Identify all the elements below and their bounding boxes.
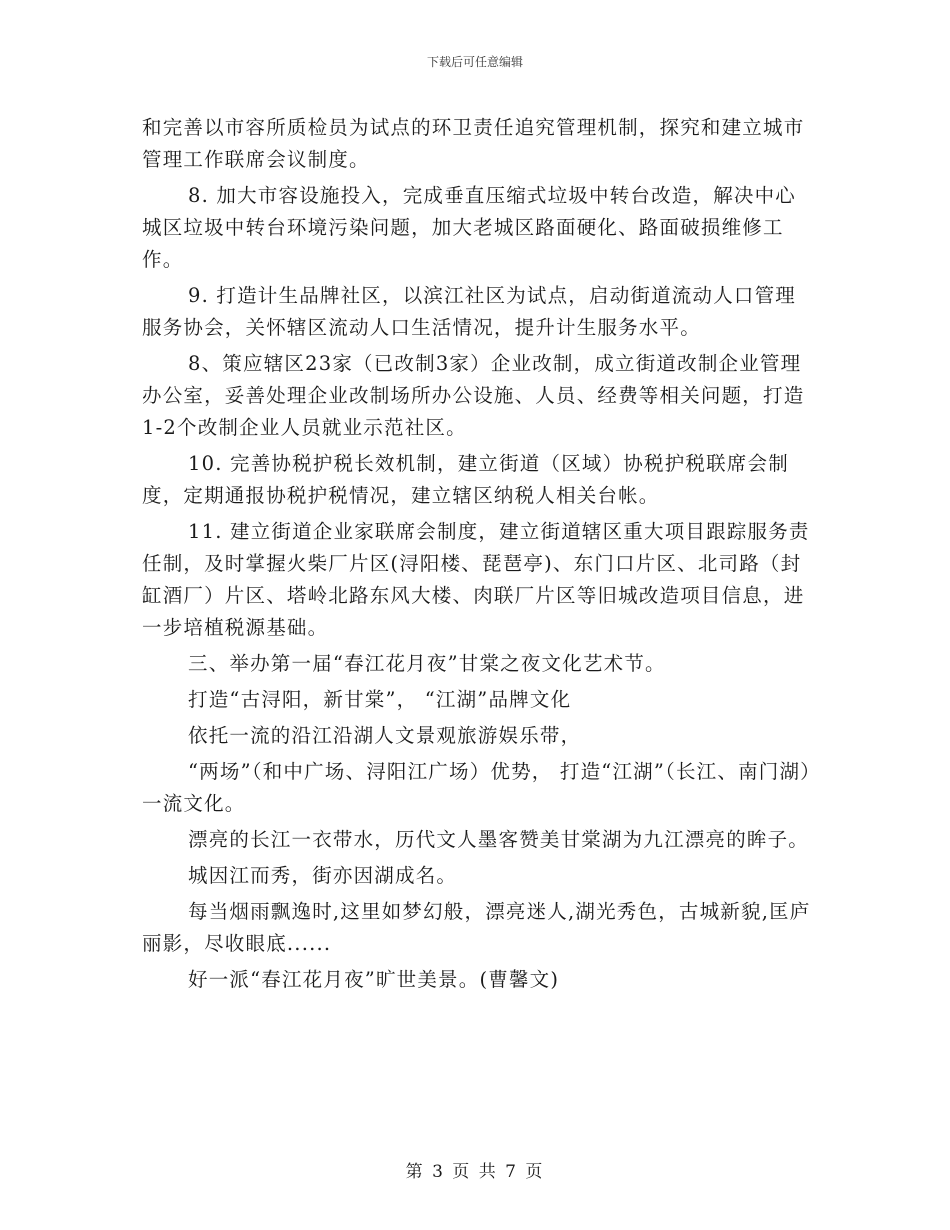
paragraph: 打造“古浔阳，新甘棠”， “江湖”品牌文化 xyxy=(188,688,572,711)
paragraph: 漂亮的长江一衣带水，历代文人墨客赞美甘棠湖为九江漂亮的眸子。 xyxy=(188,828,810,851)
paragraph: 每当烟雨飘逸时,这里如梦幻般，漂亮迷人,湖光秀色，古城新貌,匡庐丽影，尽收眼底...... xyxy=(142,900,811,955)
paragraph: 三、举办第一届“春江花月夜”甘棠之夜文化艺术节。 xyxy=(188,652,666,675)
page-header-note: 下载后可任意编辑 xyxy=(426,55,523,69)
paragraph: 8. 加大市容设施投入，完成垂直压缩式垃圾中转台改造，解决中心城区垃圾中转台环境污染问题，加大老城区路面硬化、路面破损维修工作。 xyxy=(142,184,797,271)
paragraph: 8、策应辖区23家（已改制3家）企业改制，成立街道改制企业管理办公室，妥善处理企业改制场所办公设施、人员、经费等相关问题，打造1-2个改制企业人员就业示范社区。 xyxy=(142,352,805,439)
paragraph: 城因江而秀，街亦因湖成名。 xyxy=(188,864,458,887)
paragraph: 11. 建立街道企业家联席会制度，建立街道辖区重大项目跟踪服务责任制，及时掌握火柴厂片区(浔阳楼、琵琶亭)、东门口片区、北司路（封缸酒厂）片区、塔岭北路东风大楼、肉联厂片区等旧城改造项目信息，进一步培植税源基础。 xyxy=(142,520,810,639)
paragraph: 好一派“春江花月夜”旷世美景。(曹馨文) xyxy=(188,968,560,991)
paragraph: 9. 打造计生品牌社区，以滨江社区为试点，启动街道流动人口管理服务协会，关怀辖区流动人口生活情况，提升计生服务水平。 xyxy=(142,284,797,339)
paragraph: “两场”（和中广场、浔阳江广场）优势， 打造“江湖”（长江、南门湖）一流文化。 xyxy=(142,760,812,815)
page-number-footer: 第 3 页 共 7 页 xyxy=(405,1162,545,1182)
paragraph: 依托一流的沿江沿湖人文景观旅游娱乐带， xyxy=(188,724,582,747)
document-body xyxy=(142,112,812,1000)
paragraph: 和完善以市容所质检员为试点的环卫责任追究管理机制，探究和建立城市管理工作联席会议制度。 xyxy=(142,116,805,171)
paragraph: 10. 完善协税护税长效机制，建立街道（区域）协税护税联席会制度，定期通报协税护税情况，建立辖区纳税人相关台帐。 xyxy=(142,452,789,507)
